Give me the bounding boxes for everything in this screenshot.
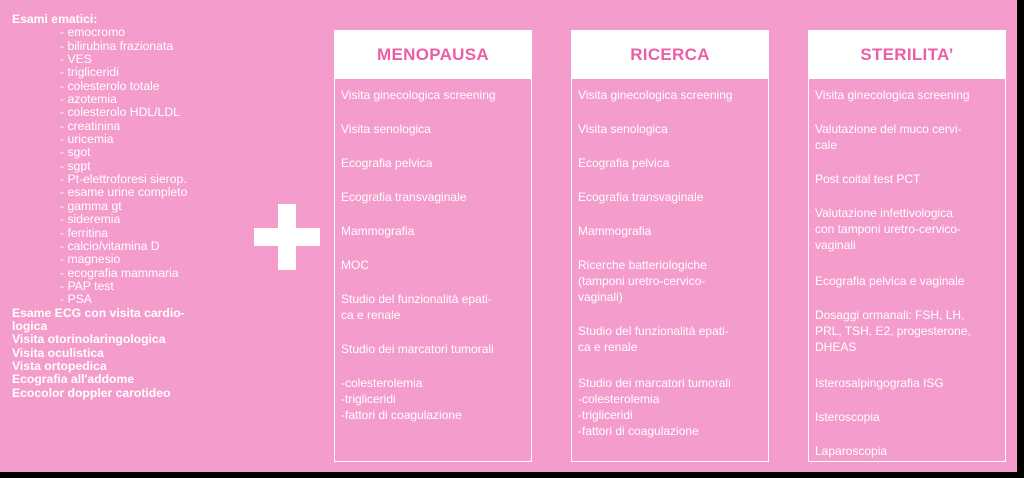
blood-test-item: - ecografia mammaria	[60, 265, 179, 280]
column-item: Mammografia	[578, 224, 652, 238]
exam-item: logica	[12, 318, 48, 333]
column-item: Mammografia	[341, 224, 415, 238]
blood-test-item: - azotemia	[60, 92, 117, 107]
blood-test-item: - sgpt	[60, 158, 91, 173]
column-sterilita	[808, 30, 1006, 462]
blood-test-item: - magnesio	[60, 252, 121, 267]
general-exams-list	[12, 13, 187, 400]
column-item: Ecografia pelvica e vaginale	[815, 274, 965, 288]
blood-test-item: - uricemia	[60, 132, 114, 147]
blood-test-item: - calcio/vitamina D	[60, 238, 160, 253]
blood-test-item: - emocromo	[60, 25, 126, 40]
column-item: Dosaggi ormanali: FSH, LH, PRL, TSH, E2, progesterone, DHEAS	[815, 308, 971, 354]
column-item: Ricerche batteriologiche (tamponi uretro-cervico- vaginali)	[578, 258, 707, 304]
column-item: Visita senologica	[578, 122, 668, 136]
blood-test-item: - colesterolo HDL/LDL	[60, 105, 180, 120]
column-item: -colesterolemia -trigliceridi -fattori di coagulazione	[341, 376, 462, 422]
column-item: Studio dei marcatori tumorali -colesterolemia -trigliceridi -fattori di coagulazione	[578, 376, 731, 438]
column-item: Laparoscopia	[815, 444, 888, 458]
column-item: Studio del funzionalità epati- ca e renale	[341, 292, 492, 322]
column-ricerca	[571, 30, 769, 462]
blood-test-item: - PSA	[60, 292, 92, 307]
column-title: RICERCA	[572, 31, 768, 79]
blood-test-item: - trigliceridi	[60, 65, 119, 80]
column-item: Isterosalpingografia ISG	[815, 376, 944, 390]
blood-test-item: - Pt-elettroforesi sierop.	[60, 172, 187, 187]
exam-item: Visita oculistica	[12, 345, 104, 360]
column-item: MOC	[341, 258, 369, 272]
blood-test-item: - ferritina	[60, 225, 109, 240]
column-item: Valutazione del muco cervi- cale	[815, 122, 962, 152]
blood-tests-list	[12, 26, 187, 306]
blood-test-item: - sideremia	[60, 212, 121, 227]
exam-item: Visita otorinolaringologica	[12, 332, 166, 347]
blood-test-item: - creatinina	[60, 118, 121, 133]
column-menopausa	[334, 30, 532, 462]
column-item: Valutazione infettivologica con tamponi uretro-cervico- vaginali	[815, 206, 962, 252]
column-item: Visita ginecologica screening	[815, 88, 970, 102]
column-item: Visita ginecologica screening	[578, 88, 733, 102]
column-item: Ecografia transvaginale	[341, 190, 467, 204]
exam-item: Ecografia all'addome	[12, 372, 135, 387]
column-title: STERILITA’	[809, 31, 1005, 79]
blood-test-item: - colesterolo totale	[60, 78, 160, 93]
column-item: Isteroscopia	[815, 410, 880, 424]
blood-test-item: - gamma gt	[60, 198, 122, 213]
column-item: Studio dei marcatori tumorali	[341, 342, 494, 356]
blood-test-item: - bilirubina frazionata	[60, 38, 174, 53]
column-title: MENOPAUSA	[335, 31, 531, 79]
exam-item: Esame ECG con visita cardio-	[12, 305, 185, 320]
plus-icon	[254, 204, 320, 270]
column-item: Visita senologica	[341, 122, 431, 136]
column-item: Post coital test PCT	[815, 172, 921, 186]
blood-test-item: - sgot	[60, 145, 91, 160]
blood-test-item: - VES	[60, 52, 92, 67]
column-item: Ecografia pelvica	[578, 156, 670, 170]
exam-item: Ecocolor doppler carotideo	[12, 385, 171, 400]
column-item: Ecografia pelvica	[341, 156, 433, 170]
blood-test-item: - PAP test	[60, 278, 114, 293]
other-exams-list	[12, 307, 187, 400]
column-item: Ecografia transvaginale	[578, 190, 704, 204]
exam-item: Vista ortopedica	[12, 358, 107, 373]
blood-test-item: - esame urine completo	[60, 185, 188, 200]
column-item: Visita ginecologica screening	[341, 88, 496, 102]
column-item: Studio del funzionalità epati- ca e renale	[578, 324, 729, 354]
blood-tests-title: Esami ematici:	[12, 12, 98, 26]
